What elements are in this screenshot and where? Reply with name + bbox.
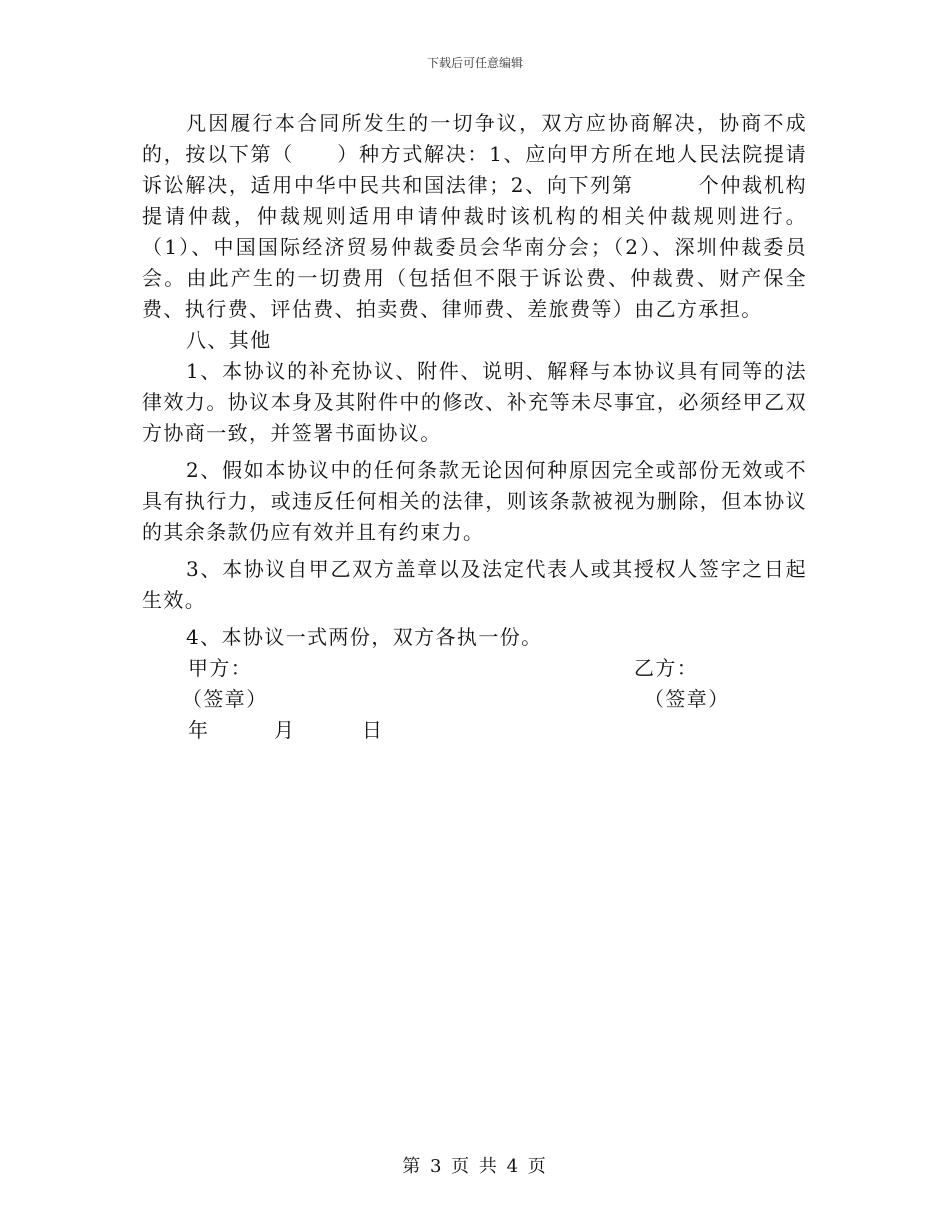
clause-4: 4、本协议一式两份，双方各执一份。 [186, 625, 543, 649]
header-note: 下载后可任意编辑 [426, 56, 523, 70]
clause-1: 1、本协议的补充协议、附件、说明、解释与本协议具有同等的法律效力。协议本身及其附件中的修改、补充等未尽事宜，必须经甲乙双方协商一致，并签署书面协议。 [142, 359, 807, 445]
seal-row [142, 684, 807, 715]
date-year: 年 [188, 718, 210, 742]
clause-3: 3、本协议自甲乙双方盖章以及法定代表人或其授权人签字之日起生效。 [142, 557, 807, 612]
date-day: 日 [362, 718, 384, 742]
date-row [142, 715, 807, 746]
date-month: 月 [274, 718, 296, 742]
clause-2: 2、假如本协议中的任何条款无论因何种原因完全或部份无效或不具有执行力，或违反任何相关的法律，则该条款被视为删除，但本协议的其余条款仍应有效并且有约束力。 [142, 458, 807, 544]
party-a-seal: （签章） [182, 687, 268, 711]
document-body [142, 108, 807, 746]
section-heading-other: 八、其他 [186, 328, 272, 352]
party-label-row [142, 653, 807, 684]
party-b-label: 乙方： [634, 656, 699, 680]
party-a-label: 甲方： [188, 656, 253, 680]
dispute-resolution-paragraph: 凡因履行本合同所发生的一切争议，双方应协商解决，协商不成的，按以下第（ ）种方式解决：1、应向甲方所在地人民法院提请诉讼解决，适用中华中民共和国法律；2、向下列第 个仲裁机构提请仲裁，仲裁规则适用申请仲裁时该机构的相关仲裁规则进行。（1）、中国国际经济贸易仲裁委员会华南分会；（2）、深圳仲裁委员会。由此产生的一切费用（包括但不限于诉讼费、仲裁费、财产保全费、执行费、评估费、拍卖费、律师费、差旅费等）由乙方承担。 [142, 111, 807, 321]
page-indicator: 第 3 页 共 4 页 [402, 1156, 548, 1177]
party-b-seal: （签章） [644, 687, 730, 711]
